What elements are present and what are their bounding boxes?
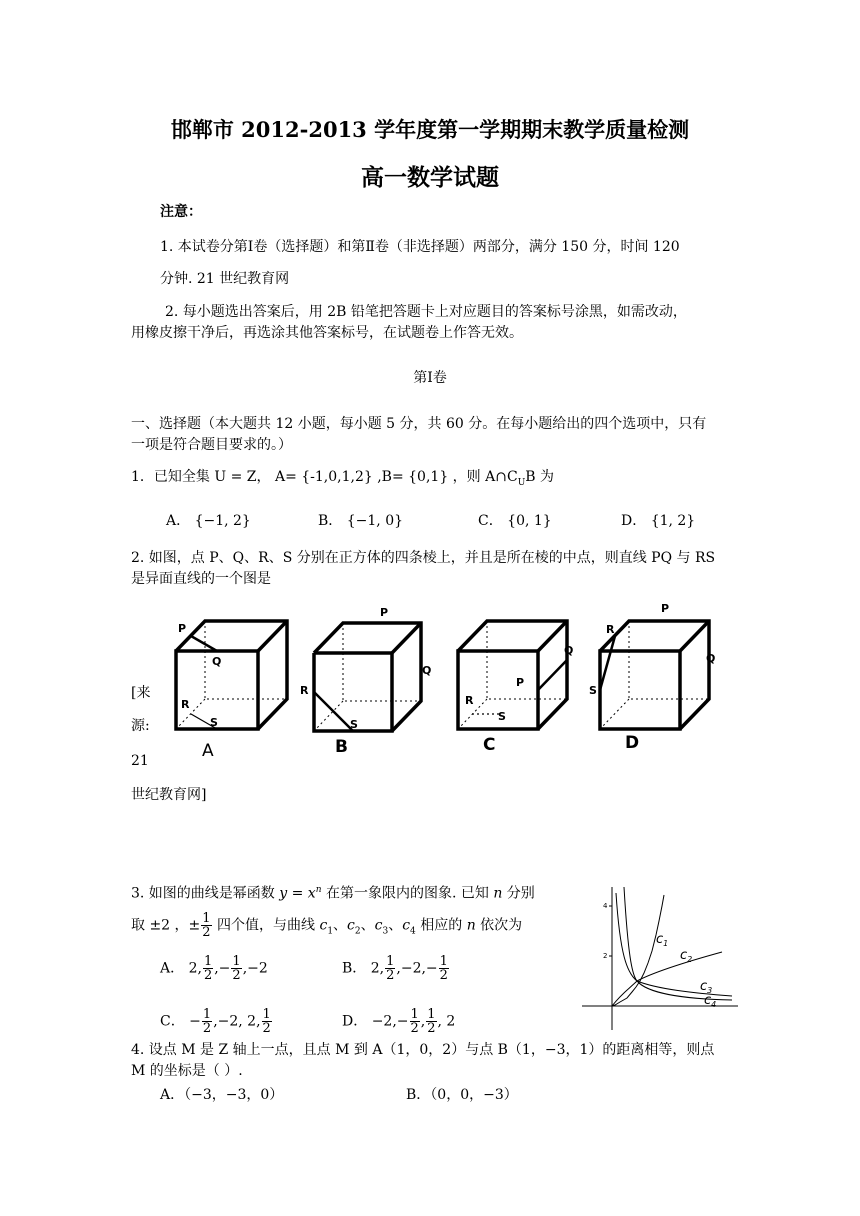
power-function-graph <box>572 885 742 1035</box>
d-label-q: Q <box>706 652 716 665</box>
notice-item-2: 2. 每小题选出答案后，用 2B 铅笔把答题卡上对应题目的答案标号涂黑，如需改动， <box>165 304 687 320</box>
q2-side-note-2: 源: <box>131 718 150 734</box>
exam-subtitle: 高一数学试题 <box>361 164 499 191</box>
c-label-p: P <box>516 676 525 689</box>
q4-option-b[interactable]: B．（0，0，−3） <box>406 1087 518 1103</box>
question-2-stem-cont: 是异面直线的一个图是 <box>131 571 271 587</box>
curve-c4 <box>624 887 732 1000</box>
q2-side-note-1: [来 <box>131 685 151 701</box>
cube-figures <box>160 596 730 764</box>
q3-option-d[interactable]: D． −2,− $\frac{1}{2}$ , $\frac{1}{2}$ , 2 <box>342 1007 456 1036</box>
d-label-p: P <box>661 602 670 615</box>
a-label-s: S <box>210 716 218 729</box>
q1-option-b[interactable]: B． {−1, 0} <box>318 513 404 529</box>
section-1-intro: 一、选择题（本大题共 12 小题，每小题 5 分，共 60 分。在每小题给出的四个选项中，只有 <box>131 416 707 432</box>
b-label-s: S <box>350 718 358 731</box>
c-label-q: Q <box>564 644 574 657</box>
c-label-s: S <box>498 710 506 723</box>
exam-title: 邯郸市 2012-2013 学年度第一学期期末教学质量检测 <box>170 117 690 142</box>
question-1-stem: 1．已知全集 U = Z， A= {-1,0,1,2} ,B= {0,1} ，则 $A\cap C_UB$ 为 <box>131 469 555 488</box>
notice-item-1-cont: 分钟. 21 世纪教育网 <box>160 271 290 287</box>
notice-item-2-cont: 用橡皮擦干净后，再选涂其他答案标号，在试题卷上作答无效。 <box>131 325 523 341</box>
q3-option-b[interactable]: B． 2, $\frac{1}{2}$ ,−2,− $\frac{1}{2}$ <box>342 954 448 983</box>
a-label-p: P <box>178 622 187 635</box>
section-1-intro-cont: 一项是符合题目要求的。） <box>131 437 292 453</box>
q1-option-c[interactable]: C． {0, 1} <box>478 513 552 529</box>
q1-option-d[interactable]: D． {1, 2} <box>621 513 696 529</box>
curve-c1 <box>612 895 664 1006</box>
figure-label-c: C <box>483 735 496 755</box>
a-label-q: Q <box>212 655 222 668</box>
cube-b <box>314 623 421 731</box>
question-4-stem-cont: M 的坐标是（ ）. <box>131 1063 243 1079</box>
cube-d <box>600 621 709 729</box>
label-c4: $c_4$ <box>704 993 717 1009</box>
part-1-title: 第Ⅰ卷 <box>413 370 447 386</box>
figure-label-a: A <box>202 741 214 761</box>
label-c2: $c_2$ <box>680 948 693 964</box>
c-label-r: R <box>465 694 474 707</box>
d-label-s: S <box>589 684 597 697</box>
y-tick-2: 2 <box>603 952 608 960</box>
b-label-q: Q <box>422 664 432 677</box>
q3-option-a[interactable]: A． 2, $\frac{1}{2}$ ,− $\frac{1}{2}$ ,−2 <box>160 954 268 983</box>
figure-label-d: D <box>625 733 640 753</box>
d-label-r: R <box>606 623 615 636</box>
a-label-r: R <box>181 698 190 711</box>
question-2-stem: 2. 如图，点 P、Q、R、S 分别在正方体的四条棱上，并且是所在棱的中点，则直线 PQ 与 RS <box>131 550 716 566</box>
question-3-stem: 3. 如图的曲线是幂函数 $y = x^n$ 在第一象限内的图象. 已知 n 分别 <box>131 885 535 902</box>
y-tick-4: 4 <box>603 902 608 910</box>
cube-c <box>458 621 567 729</box>
cube-a <box>176 621 287 729</box>
q4-option-a[interactable]: A．（−3，−3，0） <box>160 1087 284 1103</box>
q2-side-note-3: 21 <box>131 753 149 769</box>
question-4-stem: 4. 设点 M 是 Z 轴上一点，且点 M 到 A（1，0，2）与点 B（1，−3，1）的距离相等，则点 <box>131 1042 715 1058</box>
notice-item-1: 1. 本试卷分第Ⅰ卷（选择题）和第Ⅱ卷（非选择题）两部分，满分 150 分，时间 120 <box>160 239 680 255</box>
q3-option-c[interactable]: C． − $\frac{1}{2}$ ,−2, 2, $\frac{1}{2}$ <box>160 1007 271 1036</box>
figure-label-b: B <box>335 737 348 757</box>
q2-side-note-4: 世纪教育网] <box>131 787 207 803</box>
label-c3: $c_3$ <box>700 979 713 995</box>
q1-option-a[interactable]: A． {−1, 2} <box>166 513 251 529</box>
b-label-p: P <box>380 606 389 619</box>
label-c1: $c_1$ <box>656 932 669 948</box>
b-label-r: R <box>300 684 309 697</box>
notice-label: 注意： <box>160 204 202 220</box>
question-3-stem-cont: 取 ±2 ，± $\frac{1}{2}$ 四个值，与曲线 $c_1$、$c_2$、$c_3$、$c_4$ 相应的 n 依次为 <box>131 911 523 940</box>
curve-c3 <box>616 893 732 996</box>
